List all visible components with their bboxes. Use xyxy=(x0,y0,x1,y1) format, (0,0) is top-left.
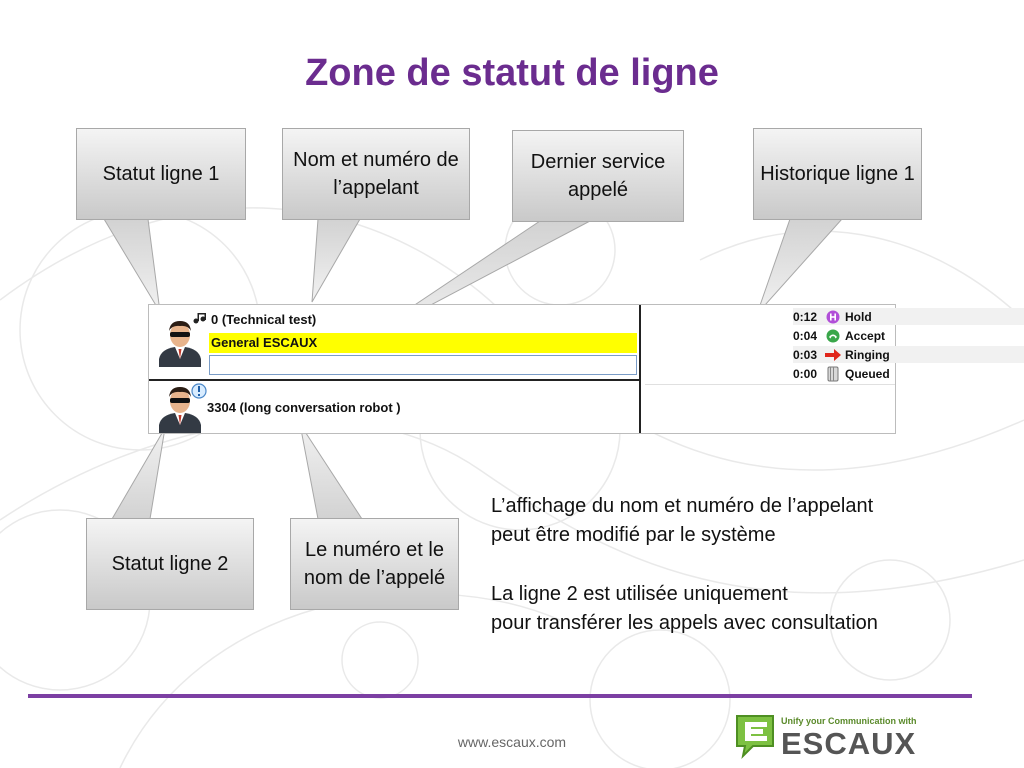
escaux-e-chat-icon xyxy=(733,712,781,762)
agent-avatar-music-icon xyxy=(155,313,207,367)
history-status: Queued xyxy=(845,366,890,381)
history-status: Ringing xyxy=(845,347,890,362)
line-1-input[interactable] xyxy=(209,355,637,375)
note-line: L’affichage du nom et numéro de l’appelant xyxy=(491,495,874,517)
panel-divider xyxy=(639,305,641,433)
callout-statut-ligne-2: Statut ligne 2 xyxy=(86,518,254,610)
callout-historique-ligne-1: Historique ligne 1 xyxy=(753,128,922,220)
history-row[interactable] xyxy=(793,365,1024,382)
history-divider xyxy=(645,384,895,385)
note-line: peut être modifié par le système xyxy=(491,524,776,546)
callout-statut-ligne-1: Statut ligne 1 xyxy=(76,128,246,220)
pointer-numero-appele xyxy=(300,424,362,519)
note-line: La ligne 2 est utilisée uniquement xyxy=(491,583,788,605)
history-row[interactable] xyxy=(793,346,1024,363)
accept-phone-icon xyxy=(825,328,841,344)
history-status: Accept xyxy=(845,328,886,343)
history-time: 0:04 xyxy=(793,328,818,343)
line-2-caller: 3304 (long conversation robot ) xyxy=(207,400,401,415)
pointer-statut-ligne-2 xyxy=(112,428,165,519)
history-time: 0:00 xyxy=(793,366,818,381)
history-time: 0:12 xyxy=(793,309,818,324)
footer-divider xyxy=(28,694,972,698)
history-status: Hold xyxy=(845,309,872,324)
agent-avatar-alert-icon xyxy=(155,383,207,433)
line-1-caller: 0 (Technical test) xyxy=(211,312,317,327)
callout-dernier-service: Dernier service appelé xyxy=(512,130,684,222)
line-1-status-avatar[interactable] xyxy=(155,313,207,367)
history-time: 0:03 xyxy=(793,347,818,362)
logo-tagline: Unify your Communication with xyxy=(781,716,917,726)
pointer-statut-ligne-1 xyxy=(104,219,160,312)
logo-wordmark: ESCAUX xyxy=(781,726,917,761)
pointer-nom-numero xyxy=(312,219,360,302)
line-2-status-avatar[interactable] xyxy=(155,383,207,433)
line-1-service: General ESCAUX xyxy=(209,333,637,353)
line-separator xyxy=(149,379,639,381)
pointer-historique xyxy=(757,219,842,314)
line-status-panel xyxy=(148,304,896,434)
ringing-arrow-icon xyxy=(825,347,841,363)
escaux-logo xyxy=(733,712,958,762)
slide-title: Zone de statut de ligne xyxy=(305,52,719,94)
callout-numero-appele: Le numéro et le nom de l’appelé xyxy=(290,518,459,610)
hold-icon xyxy=(825,309,841,325)
footer-url: www.escaux.com xyxy=(457,734,567,750)
history-row[interactable] xyxy=(793,308,1024,325)
note-line: pour transférer les appels avec consultation xyxy=(491,612,878,634)
queued-icon xyxy=(825,366,841,382)
callout-nom-numero-appelant: Nom et numéro de l’appelant xyxy=(282,128,470,220)
history-row[interactable] xyxy=(793,327,1024,344)
